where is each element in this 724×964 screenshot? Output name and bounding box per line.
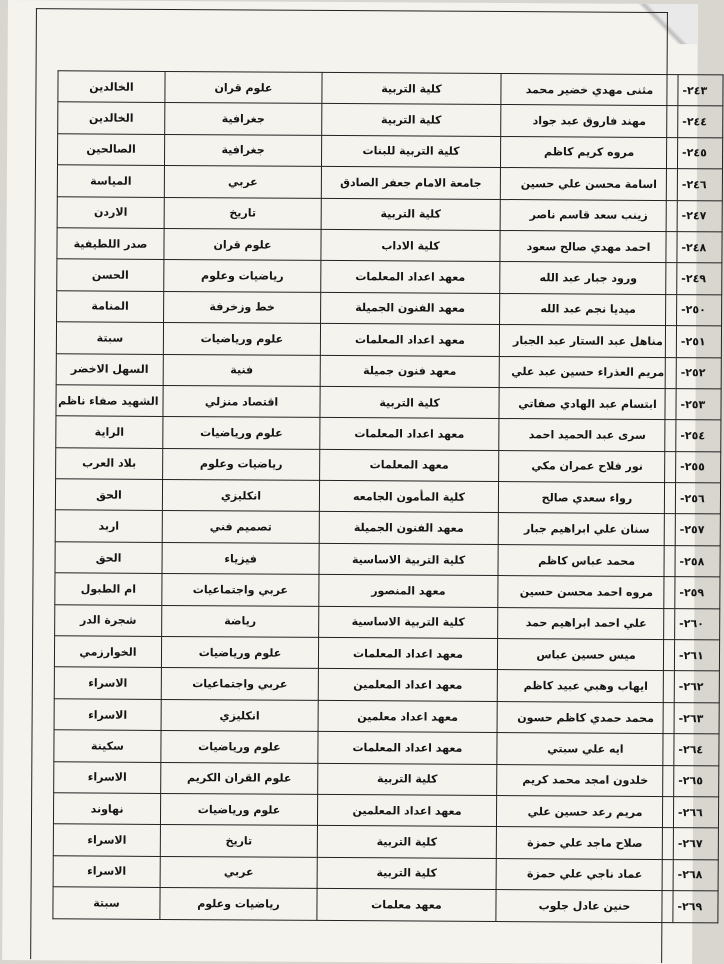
person-name-cell: مثنى مهدي خضير محمد xyxy=(501,74,678,106)
institution-cell: معهد المعلمات xyxy=(320,449,499,481)
institution-cell: كلية التربية xyxy=(317,857,496,889)
person-name-cell: عماد ناجي علي حمزة xyxy=(496,858,673,890)
school-assignment-cell: الحسن xyxy=(57,259,164,291)
school-assignment-cell: المنامة xyxy=(57,291,164,323)
specialization-cell: اقتصاد منزلي xyxy=(163,385,320,417)
specialization-cell: علوم قران xyxy=(165,71,322,103)
institution-cell: كلية التربية للبنات xyxy=(321,135,500,167)
specialization-cell: علوم ورياضيات xyxy=(161,731,318,763)
school-assignment-cell: السهل الاخضر xyxy=(56,353,163,385)
table-row xyxy=(55,604,720,639)
specialization-cell: علوم ورياضيات xyxy=(161,636,318,668)
institution-cell: كلية التربية الاساسية xyxy=(319,543,498,575)
table-row xyxy=(53,887,718,922)
school-assignment-cell: شجرة الدر xyxy=(55,604,162,636)
table-row xyxy=(57,134,722,169)
institution-cell: معهد اعداد المعلمين xyxy=(317,794,496,826)
school-assignment-cell: الراية xyxy=(56,416,163,448)
document-page xyxy=(2,0,708,964)
table-row xyxy=(53,824,718,859)
school-assignment-cell: سبتة xyxy=(53,887,160,919)
row-number-cell: -٢٤٦ xyxy=(677,169,722,201)
specialization-cell: جغرافية xyxy=(165,103,322,135)
specialization-cell: تاريخ xyxy=(164,197,321,229)
table-row xyxy=(55,510,720,545)
person-name-cell: مروه كريم كاظم xyxy=(500,136,677,168)
row-number-cell: -٢٥٢ xyxy=(676,357,721,389)
specialization-cell: علوم قران xyxy=(164,228,321,260)
school-assignment-cell: المياسة xyxy=(57,165,164,197)
records-table xyxy=(52,70,723,923)
specialization-cell: عربي واجتماعيات xyxy=(162,574,319,606)
person-name-cell: احمد مهدي صالح سعود xyxy=(500,230,677,262)
row-number-cell: -٢٥٦ xyxy=(675,483,720,515)
institution-cell: معهد اعداد معلمين xyxy=(318,700,497,732)
table-row xyxy=(57,165,722,200)
table-row xyxy=(56,447,721,482)
person-name-cell: مريم العذراء حسين عبد علي xyxy=(499,356,676,388)
specialization-cell: رياضيات وعلوم xyxy=(163,448,320,480)
table-row xyxy=(56,353,721,388)
specialization-cell: فنية xyxy=(163,354,320,386)
records-table-body xyxy=(53,71,723,923)
row-number-cell: -٢٦٩ xyxy=(673,891,718,923)
row-number-cell: -٢٤٣ xyxy=(678,75,723,107)
institution-cell: كلية التربية xyxy=(317,826,496,858)
person-name-cell: محمد عباس كاظم xyxy=(498,544,675,576)
person-name-cell: اسامة محسن علي حسين xyxy=(500,168,677,200)
table-row xyxy=(54,761,719,796)
institution-cell: معهد اعداد المعلمين xyxy=(318,669,497,701)
table-row xyxy=(56,416,721,451)
row-number-cell: -٢٥٠ xyxy=(677,294,722,326)
row-number-cell: -٢٦٢ xyxy=(674,671,719,703)
school-assignment-cell: الخوارزمي xyxy=(54,636,161,668)
row-number-cell: -٢٦٧ xyxy=(673,828,718,860)
school-assignment-cell: الشهيد صفاء ناظم xyxy=(56,385,163,417)
specialization-cell: علوم القران الكريم xyxy=(161,762,318,794)
row-number-cell: -٢٥٩ xyxy=(675,577,720,609)
table-row xyxy=(54,730,719,765)
specialization-cell: خط وزخرفة xyxy=(164,291,321,323)
person-name-cell: زينب سعد قاسم ناصر xyxy=(500,199,677,231)
person-name-cell: ابتسام عبد الهادي صفاتي xyxy=(499,387,676,419)
institution-cell: كلية التربية xyxy=(321,198,500,230)
school-assignment-cell: اربد xyxy=(55,510,162,542)
specialization-cell: عربي xyxy=(160,856,317,888)
person-name-cell: ورود جبار عبد الله xyxy=(500,262,677,294)
institution-cell: كلية التربية xyxy=(322,72,501,104)
row-number-cell: -٢٦٥ xyxy=(674,765,719,797)
specialization-cell: تصميم فني xyxy=(162,511,319,543)
row-number-cell: -٢٥٥ xyxy=(676,451,721,483)
specialization-cell: علوم ورياضيات xyxy=(160,793,317,825)
person-name-cell: خلدون امجد محمد كريم xyxy=(497,764,674,796)
row-number-cell: -٢٦٠ xyxy=(675,608,720,640)
person-name-cell: مروه احمد محسن حسين xyxy=(498,576,675,608)
specialization-cell: علوم ورياضيات xyxy=(163,323,320,355)
person-name-cell: مهند فاروق عبد جواد xyxy=(501,105,678,137)
row-number-cell: -٢٥٣ xyxy=(676,388,721,420)
person-name-cell: صلاح ماجد علي حمزة xyxy=(496,827,673,859)
person-name-cell: سرى عبد الحميد احمد xyxy=(499,419,676,451)
institution-cell: معهد المنصور xyxy=(319,575,498,607)
school-assignment-cell: الاسراء xyxy=(53,824,160,856)
person-name-cell: محمد حمدي كاظم حسون xyxy=(497,701,674,733)
row-number-cell: -٢٤٨ xyxy=(677,232,722,264)
person-name-cell: ايهاب وهبي عبيد كاظم xyxy=(497,670,674,702)
specialization-cell: تاريخ xyxy=(160,825,317,857)
table-row xyxy=(54,636,719,671)
table-row xyxy=(54,667,719,702)
row-number-cell: -٢٥٧ xyxy=(675,514,720,546)
school-assignment-cell: سكينة xyxy=(54,730,161,762)
institution-cell: معهد فنون جميلة xyxy=(320,355,499,387)
school-assignment-cell: الحق xyxy=(55,542,162,574)
institution-cell: معهد اعداد المعلمات xyxy=(318,732,497,764)
row-number-cell: -٢٤٤ xyxy=(678,106,723,138)
table-row xyxy=(58,102,723,137)
row-number-cell: -٢٥٨ xyxy=(675,545,720,577)
institution-cell: كلية التربية xyxy=(322,104,501,136)
table-row xyxy=(53,856,718,891)
table-row xyxy=(56,385,721,420)
table-row xyxy=(57,196,722,231)
person-name-cell: ميديا نجم عبد الله xyxy=(500,293,677,325)
institution-cell: كلية التربية xyxy=(318,763,497,795)
school-assignment-cell: الاسراء xyxy=(53,856,160,888)
institution-cell: معهد اعداد المعلمات xyxy=(318,637,497,669)
institution-cell: معهد اعداد المعلمات xyxy=(320,418,499,450)
institution-cell: كلية الاداب xyxy=(321,229,500,261)
person-name-cell: مريم رعد حسين علي xyxy=(496,795,673,827)
school-assignment-cell: الخالدين xyxy=(58,71,165,103)
specialization-cell: رياضيات وعلوم xyxy=(160,888,317,920)
table-row xyxy=(55,573,720,608)
school-assignment-cell: الخالدين xyxy=(58,102,165,134)
school-assignment-cell: الاسراء xyxy=(54,667,161,699)
specialization-cell: جغرافية xyxy=(164,134,321,166)
institution-cell: معهد اعداد المعلمات xyxy=(321,261,500,293)
specialization-cell: عربي xyxy=(164,166,321,198)
specialization-cell: علوم ورياضيات xyxy=(163,417,320,449)
table-row xyxy=(58,71,723,106)
table-row xyxy=(57,228,722,263)
person-name-cell: ميس حسين عباس xyxy=(497,639,674,671)
school-assignment-cell: نهاوند xyxy=(53,793,160,825)
person-name-cell: نور فلاح عمران مكي xyxy=(499,450,676,482)
person-name-cell: سنان علي ابراهيم جبار xyxy=(498,513,675,545)
table-row xyxy=(53,793,718,828)
row-number-cell: -٢٦٤ xyxy=(674,734,719,766)
table-row xyxy=(54,699,719,734)
school-assignment-cell: صدر اللطيفية xyxy=(57,228,164,260)
institution-cell: كلية التربية xyxy=(320,386,499,418)
person-name-cell: علي احمد ابراهيم حمد xyxy=(498,607,675,639)
specialization-cell: فيزياء xyxy=(162,542,319,574)
institution-cell: كلية التربية الاساسية xyxy=(319,606,498,638)
institution-cell: معهد معلمات xyxy=(317,889,496,921)
person-name-cell: حنين عادل جلوب xyxy=(496,890,673,922)
row-number-cell: -٢٦١ xyxy=(674,640,719,672)
institution-cell: كلية المأمون الجامعه xyxy=(319,480,498,512)
school-assignment-cell: الاسراء xyxy=(54,761,161,793)
institution-cell: معهد الفنون الجميلة xyxy=(321,292,500,324)
row-number-cell: -٢٥٤ xyxy=(676,420,721,452)
specialization-cell: رياضة xyxy=(162,605,319,637)
school-assignment-cell: الحق xyxy=(55,479,162,511)
row-number-cell: -٢٤٧ xyxy=(677,200,722,232)
row-number-cell: -٢٦٨ xyxy=(673,859,718,891)
row-number-cell: -٢٤٥ xyxy=(677,137,722,169)
school-assignment-cell: الاسراء xyxy=(54,699,161,731)
row-number-cell: -٢٦٦ xyxy=(673,797,718,829)
specialization-cell: انكليزي xyxy=(161,699,318,731)
school-assignment-cell: بلاد العرب xyxy=(56,447,163,479)
table-row xyxy=(57,291,722,326)
school-assignment-cell: ام الطبول xyxy=(55,573,162,605)
table-row xyxy=(56,322,721,357)
row-number-cell: -٢٤٩ xyxy=(677,263,722,295)
specialization-cell: انكليزي xyxy=(162,480,319,512)
institution-cell: معهد الفنون الجميلة xyxy=(319,512,498,544)
row-number-cell: -٢٥١ xyxy=(676,326,721,358)
school-assignment-cell: الصالحين xyxy=(57,134,164,166)
institution-cell: معهد اعداد المعلمات xyxy=(320,324,499,356)
school-assignment-cell: سبتة xyxy=(56,322,163,354)
specialization-cell: عربي واجتماعيات xyxy=(161,668,318,700)
institution-cell: جامعة الامام جعفر الصادق xyxy=(321,167,500,199)
specialization-cell: رياضيات وعلوم xyxy=(164,260,321,292)
row-number-cell: -٢٦٣ xyxy=(674,702,719,734)
person-name-cell: ايه علي سبتي xyxy=(497,733,674,765)
table-row xyxy=(55,479,720,514)
person-name-cell: رواء سعدي صالح xyxy=(498,482,675,514)
school-assignment-cell: الاردن xyxy=(57,196,164,228)
table-row xyxy=(55,542,720,577)
person-name-cell: مناهل عبد الستار عبد الجبار xyxy=(499,325,676,357)
table-row xyxy=(57,259,722,294)
